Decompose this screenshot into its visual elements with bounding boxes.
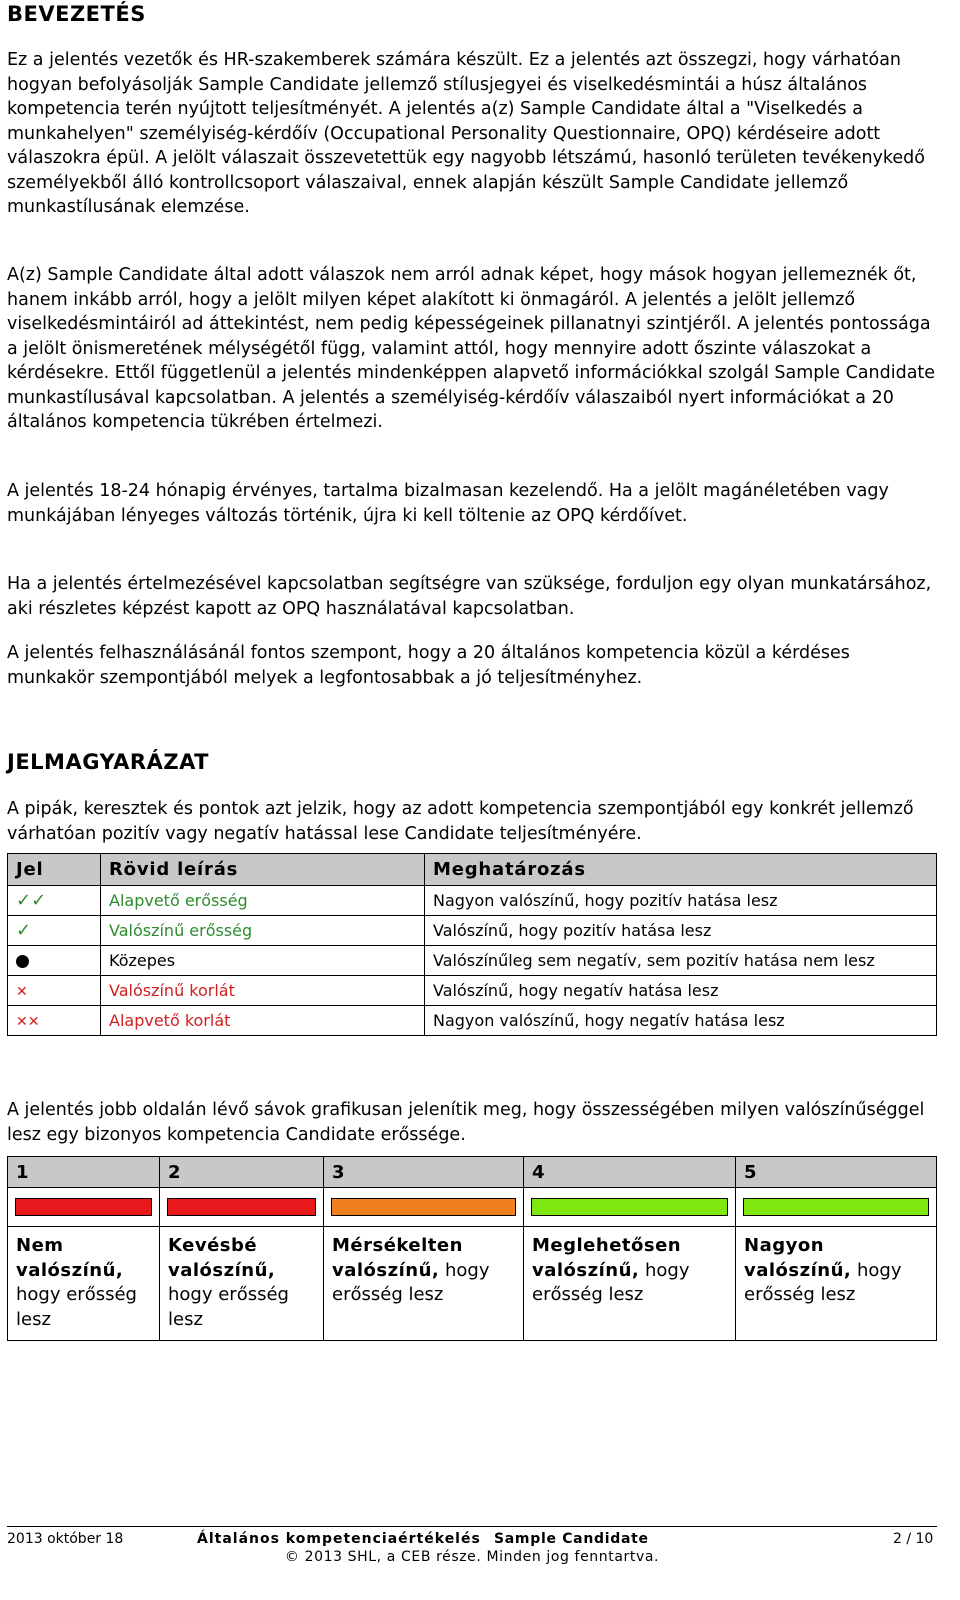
scale-table (7, 1156, 937, 1341)
footer-copyright: © 2013 SHL, a CEB része. Minden jog fenntartva. (284, 1549, 660, 1565)
scale-description: Mérsékelten valószínű, hogy erősség lesz (324, 1227, 524, 1341)
legend-row (8, 1006, 937, 1036)
double-cross-icon: ✕✕ (16, 1014, 40, 1030)
intro-paragraph: A jelentés felhasználásánál fontos szempont, hogy a 20 általános kompetencia közül a kérdéses munkakör szempontjából melyek a legfontosabbak a jó teljesítményhez. (7, 643, 850, 688)
scale-description: Nagyon valószínű, hogy erősség lesz (736, 1227, 937, 1341)
legend-row (8, 976, 937, 1006)
legend-header-row (8, 854, 937, 886)
intro-paragraph: Ez a jelentés vezetők és HR-szakemberek számára készült. Ez a jelentés azt összegzi, hogy várhatóan hogyan befolyásolják Sample Candidate jellemző stílusjegyei és viselkedésmintái a húsz általános kompetencia terén nyújtott teljesítményét. A jelentés a(z) Sample Candidate által a "Viselkedés a munkahelyen" személyiség-kérdőív (Occupational Personality Questionnaire, OPQ) kérdéseire adott válaszokra épül. A jelölt válaszait összevetettük egy nagyobb létszámú, hasonló területen tevékenykedő személyekből álló kontrollcsoport válaszaival, ennek alapján készült Sample Candidate jellemző munkastílusának elemzése. (7, 50, 925, 217)
legend-header-short: Rövid leírás (101, 854, 425, 886)
scale-number: 1 (8, 1157, 160, 1188)
scale-bar-row (8, 1188, 937, 1227)
legend-definition: Nagyon valószínű, hogy negatív hatása lesz (425, 1006, 937, 1036)
footer-divider (7, 1526, 937, 1527)
legend-row (8, 886, 937, 916)
scale-description: Meglehetősen valószínű, hogy erősség lesz (524, 1227, 736, 1341)
scale-description-row (8, 1227, 937, 1341)
legend-short: Alapvető korlát (101, 1006, 425, 1036)
legend-table (7, 853, 937, 1036)
scale-number-row (8, 1157, 937, 1188)
legend-short: Alapvető erősség (101, 886, 425, 916)
legend-definition: Nagyon valószínű, hogy pozitív hatása lesz (425, 886, 937, 916)
legend-short: Valószínű korlát (101, 976, 425, 1006)
tick-icon: ✓ (16, 920, 32, 941)
cross-icon: ✕ (16, 984, 28, 1000)
section-heading-legend: JELMAGYARÁZAT (7, 750, 210, 774)
intro-paragraph: A jelentés 18-24 hónapig érvényes, tartalma bizalmasan kezelendő. Ha a jelölt magánéletében vagy munkájában lényeges változás történik, újra ki kell töltenie az OPQ kérdőívet. (7, 481, 889, 526)
legend-row (8, 946, 937, 976)
scale-bar (531, 1198, 728, 1216)
scale-bar (167, 1198, 316, 1216)
footer-date: 2013 október 18 (7, 1531, 124, 1547)
legend-header-definition: Meghatározás (425, 854, 937, 886)
scale-bar (743, 1198, 929, 1216)
legend-definition: Valószínű, hogy negatív hatása lesz (425, 976, 937, 1006)
scale-description: Nem valószínű, hogy erősség lesz (8, 1227, 160, 1341)
scale-number: 5 (736, 1157, 937, 1188)
scale-bar (331, 1198, 516, 1216)
legend-definition: Valószínű, hogy pozitív hatása lesz (425, 916, 937, 946)
section-heading-intro: BEVEZETÉS (7, 2, 146, 26)
intro-paragraph: A(z) Sample Candidate által adott válaszok nem arról adnak képet, hogy mások hogyan jellemeznék őt, hanem inkább arról, hogy a jelölt milyen képet alakított ki önmagáról. A jelentés a jelölt jellemző viselkedésmintáiról ad áttekintést, nem pedig képességeinek pillanatnyi szintjéről. A jelentés pontossága a jelölt önismeretének mélységétől függ, valamint attól, hogy mennyire adott őszinte válaszokat a kérdésekre. Ettől függetlenül a jelentés mindenképpen alapvető információkkal szolgál Sample Candidate munkastílusával kapcsolatban. A jelentés a személyiség-kérdőív válaszaiból nyert információkat a 20 általános kompetencia tükrében értelmezi. (7, 265, 936, 432)
scale-bar (15, 1198, 152, 1216)
footer-candidate: Sample Candidate (494, 1531, 649, 1547)
legend-short: Valószínű erősség (101, 916, 425, 946)
footer-report-title: Általános kompetenciaértékelés (197, 1531, 481, 1547)
legend-row (8, 916, 937, 946)
scale-description: Kevésbé valószínű, hogy erősség lesz (160, 1227, 324, 1341)
double-tick-icon: ✓✓ (16, 890, 47, 911)
dot-icon (16, 955, 29, 968)
scale-number: 4 (524, 1157, 736, 1188)
scale-number: 2 (160, 1157, 324, 1188)
footer-page-number: 2 / 10 (893, 1531, 934, 1547)
intro-paragraph: Ha a jelentés értelmezésével kapcsolatban segítségre van szüksége, forduljon egy olyan munkatársához, aki részletes képzést kapott az OPQ használatával kapcsolatban. (7, 574, 932, 619)
legend-definition: Valószínűleg sem negatív, sem pozitív hatása nem lesz (425, 946, 937, 976)
legend-header-symbol: Jel (8, 854, 101, 886)
scale-number: 3 (324, 1157, 524, 1188)
legend-intro: A pipák, keresztek és pontok azt jelzik, hogy az adott kompetencia szempontjából egy konkrét jellemző várhatóan pozitív vagy negatív hatással lese Candidate teljesítményére. (7, 799, 914, 844)
legend-short: Közepes (101, 946, 425, 976)
scale-intro: A jelentés jobb oldalán lévő sávok grafikusan jelenítik meg, hogy összességében milyen valószínűséggel lesz egy bizonyos kompetencia Candidate erőssége. (7, 1100, 925, 1145)
